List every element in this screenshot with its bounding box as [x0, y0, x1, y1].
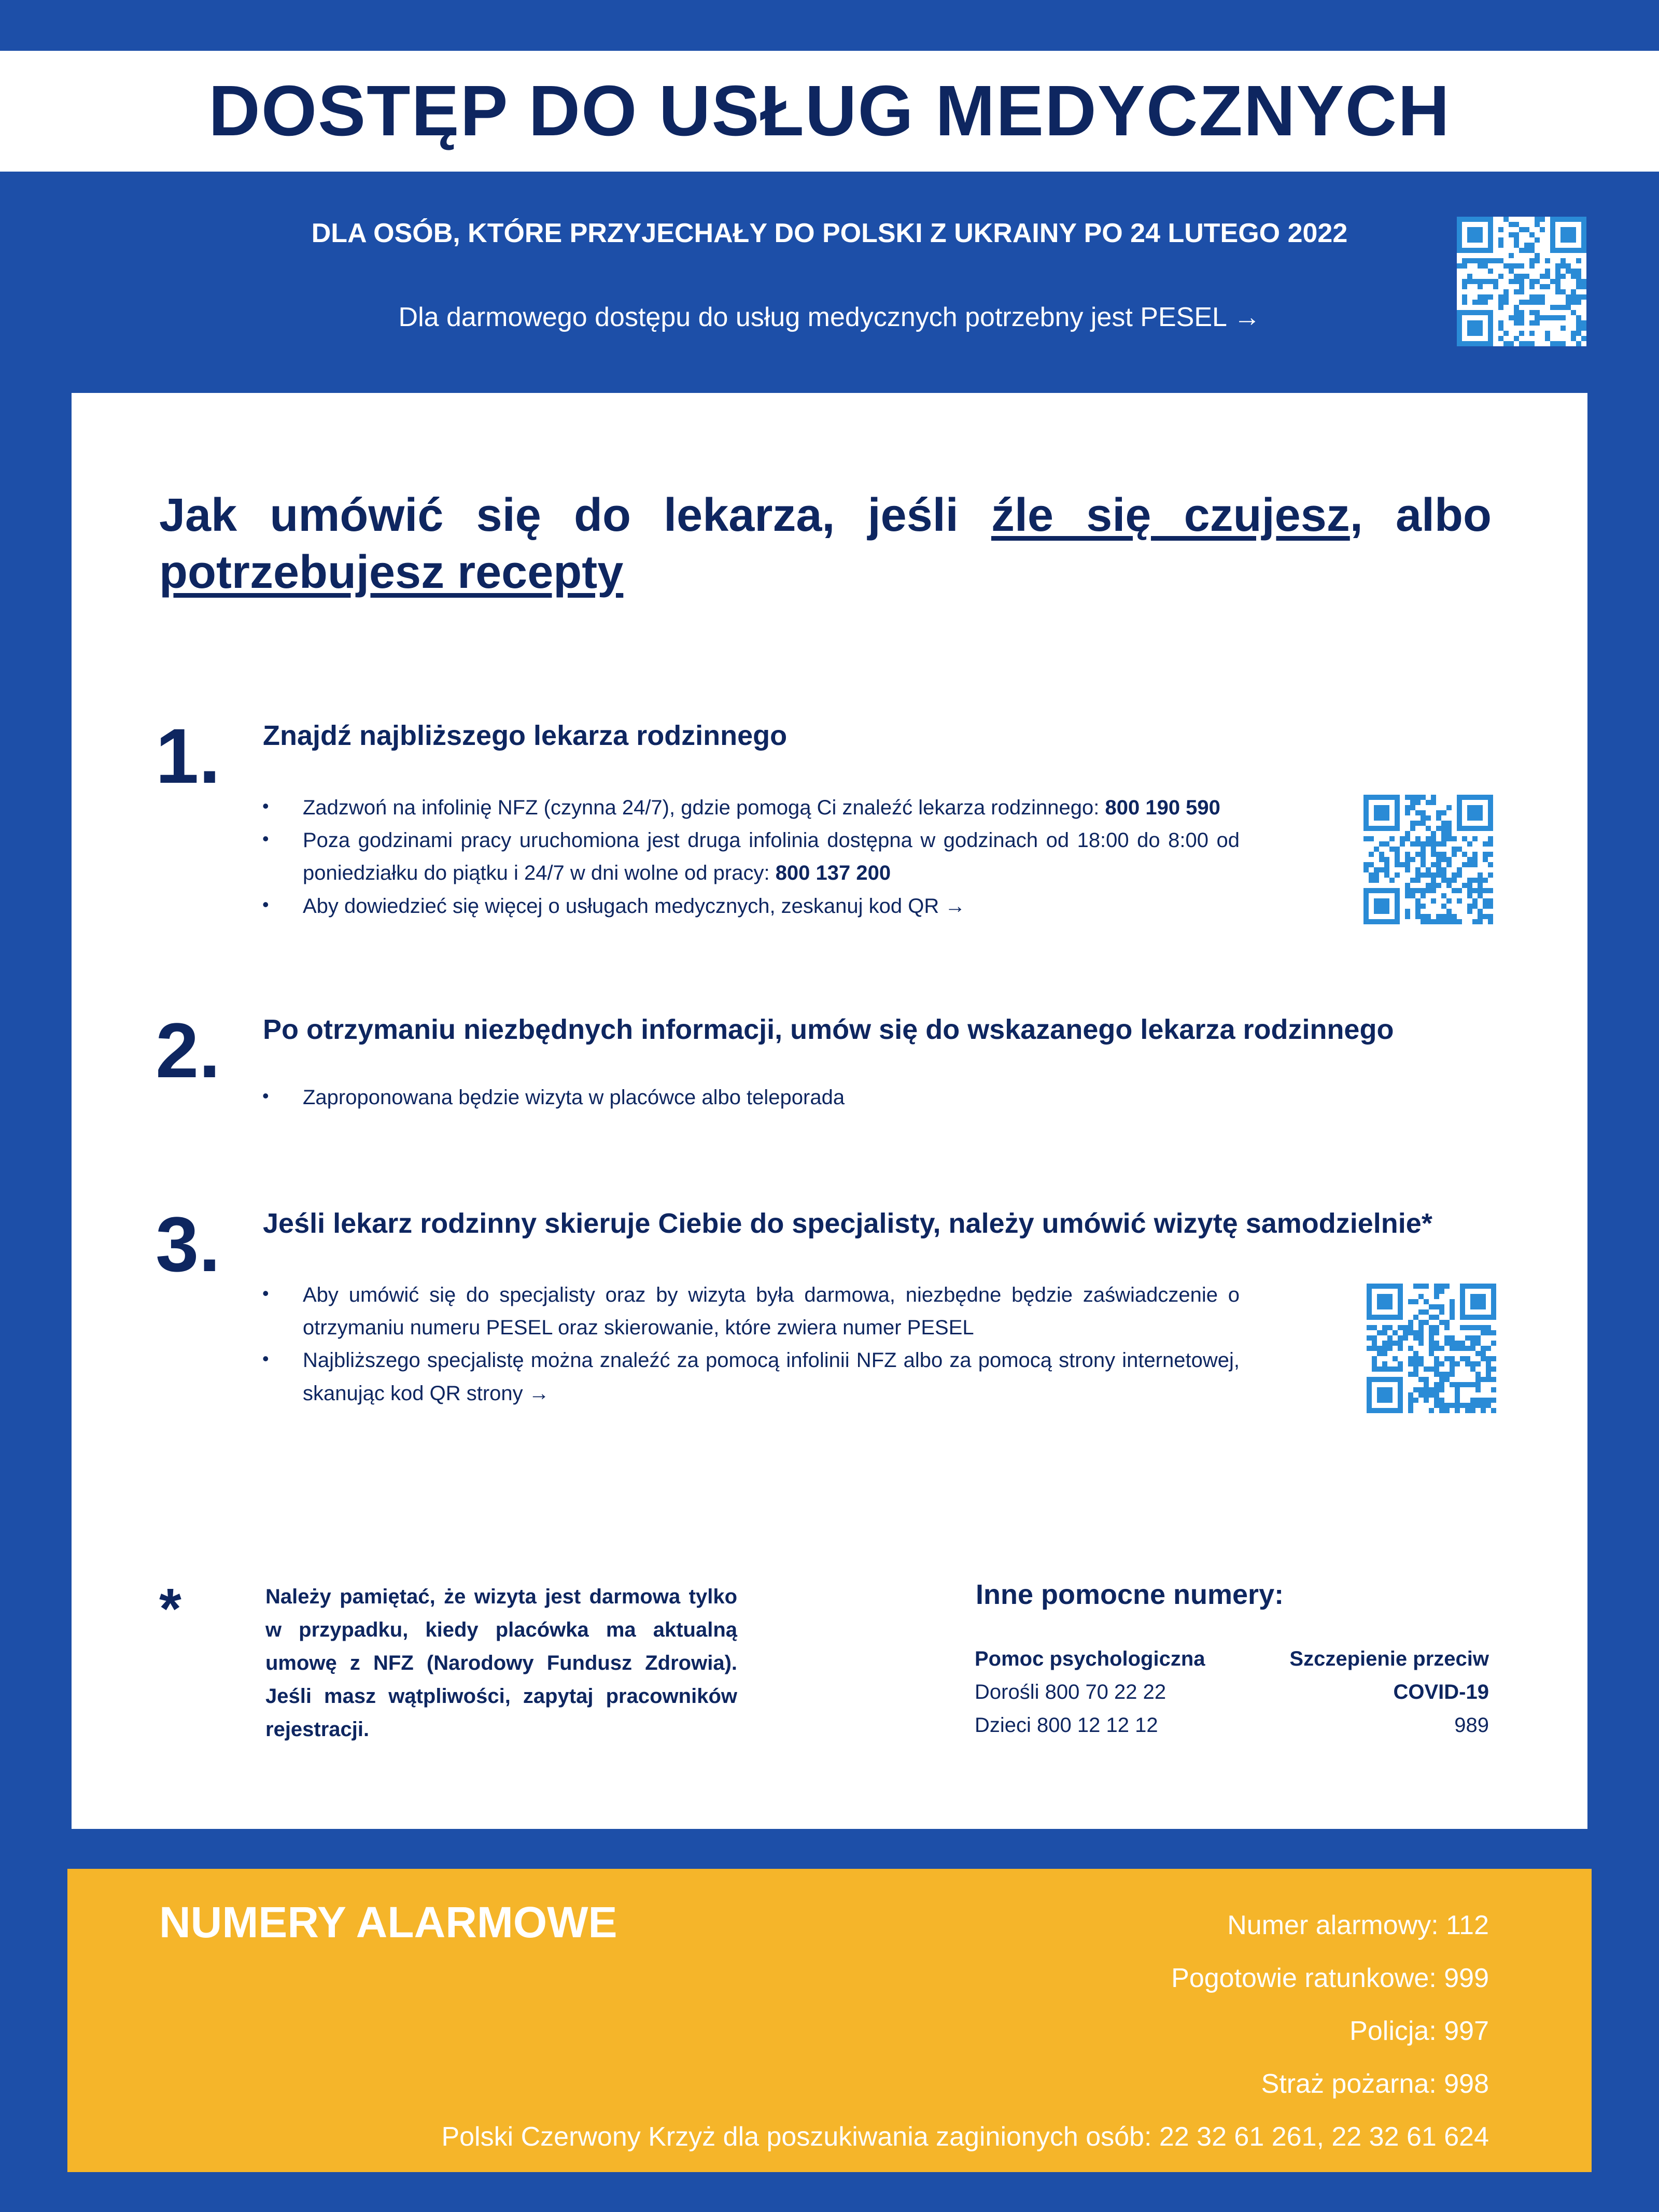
list-item: • Najbliższego specjalistę można znaleźć za pomocą infolinii NFZ albo za pomocą strony internetowej, skanując kod QR strony → — [262, 1344, 1240, 1410]
alarm-lines — [89, 1899, 1489, 2163]
psych-help-column — [975, 1642, 1205, 1742]
list-item: • Zaproponowana będzie wizyta w placówce albo teleporada — [262, 1081, 1240, 1114]
step-3-bullets — [262, 1279, 1240, 1410]
list-item: • Zadzwoń na infolinię NFZ (czynna 24/7), gdzie pomogą Ci znaleźć lekarza rodzinnego: 800 190 590 — [262, 792, 1240, 824]
alarm-line-ambulance: Pogotowie ratunkowe: 999 — [1171, 1963, 1489, 1993]
covid-label-line2: COVID-19 — [1393, 1681, 1489, 1703]
alarm-line-police: Policja: 997 — [1349, 2016, 1489, 2046]
psych-adults: Dorośli 800 70 22 22 — [975, 1681, 1166, 1703]
qr-code-pesel[interactable] — [1457, 217, 1586, 346]
alarm-line-red-cross: Polski Czerwony Krzyż dla poszukiwania zaginionych osób: 22 32 61 261, 22 32 61 624 — [441, 2122, 1489, 2152]
alarm-line-emergency: Numer alarmowy: 112 — [1227, 1910, 1489, 1940]
audience-subtitle: DLA OSÓB, KTÓRE PRZYJECHAŁY DO POLSKI Z UKRAINY PO 24 LUTEGO 2022 — [311, 218, 1348, 248]
alarm-title: NUMERY ALARMOWE — [159, 1898, 617, 1947]
other-numbers-title: Inne pomocne numery: — [976, 1579, 1284, 1610]
headline-underline-prescription: potrzebujesz recepty — [159, 546, 624, 598]
alarm-line-fire: Straż pożarna: 998 — [1261, 2069, 1489, 2099]
list-item: • Aby dowiedzieć się więcej o usługach medycznych, zeskanuj kod QR → — [262, 890, 1240, 923]
covid-number: 989 — [1454, 1714, 1489, 1737]
step-3-title: Jeśli lekarz rodzinny skieruje Ciebie do specjalisty, należy umówić wizytę samodzielnie* — [263, 1208, 1432, 1239]
psych-help-label: Pomoc psychologiczna — [975, 1647, 1205, 1670]
covid-label-line1: Szczepienie przeciw — [1289, 1647, 1489, 1670]
step-1-bullets — [262, 792, 1240, 923]
qr-code-specialist-search[interactable] — [1367, 1284, 1496, 1413]
title-band — [0, 51, 1659, 172]
qr-code-medical-services[interactable] — [1363, 795, 1493, 924]
list-item: • Aby umówić się do specjalisty oraz by wizyta była darmowa, niezbędne będzie zaświadczenie o otrzymaniu numeru PESEL oraz skierowanie, które zwiera numer PESEL — [262, 1279, 1240, 1344]
psych-children: Dzieci 800 12 12 12 — [975, 1714, 1158, 1737]
step-2-title: Po otrzymaniu niezbędnych informacji, umów się do wskazanego lekarza rodzinnego — [263, 1014, 1394, 1045]
footnote-star: * — [159, 1577, 181, 1641]
step-3-number: 3. — [156, 1201, 221, 1288]
step-2-bullets — [262, 1081, 1240, 1114]
list-item: • Poza godzinami pracy uruchomiona jest druga infolinia dostępna w godzinach od 18:00 do 8:00 od poniedziałku do piątku i 24/7 w dni wolne od pracy: 800 137 200 — [262, 824, 1240, 890]
step-1-title: Znajdź najbliższego lekarza rodzinnego — [263, 720, 788, 751]
headline-underline-unwell: źle się czujesz — [991, 489, 1350, 541]
covid-column — [1234, 1642, 1489, 1742]
headline: Jak umówić się do lekarza, jeśli źle się czujesz, albo potrzebujesz recepty — [159, 489, 1492, 598]
pesel-note: Dla darmowego dostępu do usług medycznych potrzebny jest PESEL → — [398, 302, 1261, 332]
page-title: DOSTĘP DO USŁUG MEDYCZNYCH — [208, 71, 1451, 151]
step-1-number: 1. — [156, 712, 221, 799]
step-2-number: 2. — [156, 1007, 221, 1094]
footnote-text: Należy pamiętać, że wizyta jest darmowa tylko w przypadku, kiedy placówka ma aktualną umowę z NFZ (Narodowy Fundusz Zdrowia). Jeśli masz wątpliwości, zapytaj pracowników rejestracji. — [265, 1585, 737, 1741]
